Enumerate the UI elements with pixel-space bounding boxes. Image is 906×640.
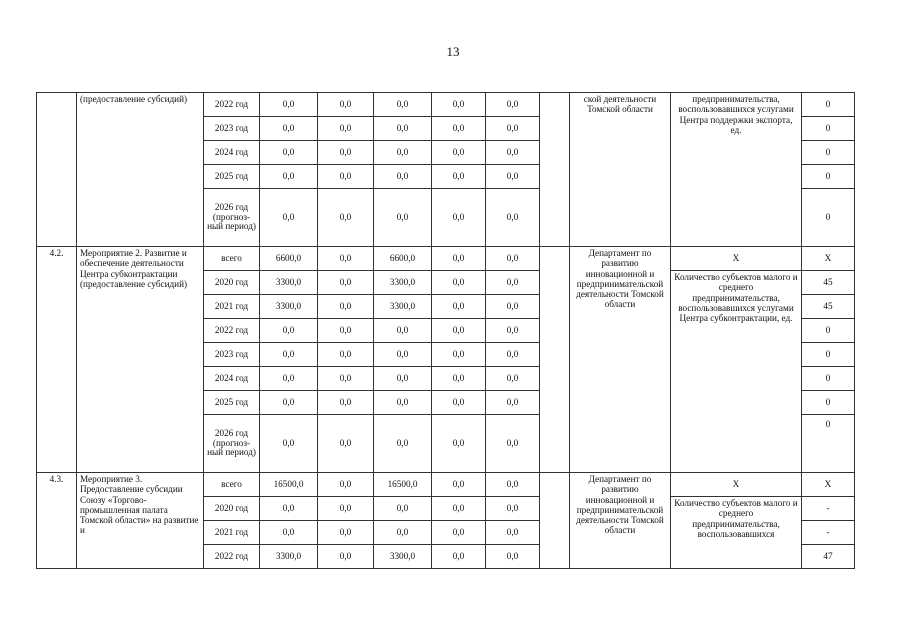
value-federal-cell: 0,0 [318, 473, 374, 497]
value-federal-cell: 0,0 [318, 343, 374, 367]
value-regional-cell: 3300,0 [374, 545, 432, 569]
indicator-value-cell: 0 [802, 343, 855, 367]
year-cell: 2021 год [204, 521, 260, 545]
value-total-cell: 0,0 [260, 117, 318, 141]
value-local-cell: 0,0 [432, 295, 486, 319]
value-other-cell: 0,0 [486, 391, 540, 415]
indicator-value-cell: 0 [802, 189, 855, 247]
indicator-name-cell: Количество субъектов малого и среднего предпринимательства, воспользовавшихся [671, 497, 802, 569]
indicator-value-cell: 0 [802, 415, 855, 473]
indicator-x-cell: Х [671, 247, 802, 271]
value-other-cell: 0,0 [486, 117, 540, 141]
value-total-cell: 0,0 [260, 521, 318, 545]
value-other-cell: 0,0 [486, 247, 540, 271]
year-cell: 2026 год (прогноз-ный период) [204, 415, 260, 473]
value-local-cell: 0,0 [432, 545, 486, 569]
value-other-cell: 0,0 [486, 271, 540, 295]
value-local-cell: 0,0 [432, 319, 486, 343]
value-local-cell: 0,0 [432, 521, 486, 545]
spacer-cell [540, 247, 570, 473]
year-cell: 2025 год [204, 391, 260, 415]
table-row [37, 93, 855, 117]
value-federal-cell: 0,0 [318, 165, 374, 189]
table-row [37, 247, 855, 271]
value-total-cell: 16500,0 [260, 473, 318, 497]
year-cell: 2021 год [204, 295, 260, 319]
value-total-cell: 0,0 [260, 141, 318, 165]
value-total-cell: 3300,0 [260, 271, 318, 295]
value-regional-cell: 0,0 [374, 141, 432, 165]
value-other-cell: 0,0 [486, 319, 540, 343]
event-name-cell: (предоставление субсидий) [77, 93, 204, 247]
value-local-cell: 0,0 [432, 141, 486, 165]
indicator-value-cell: 0 [802, 367, 855, 391]
row-index-cell: 4.2. [37, 247, 77, 473]
value-regional-cell: 0,0 [374, 367, 432, 391]
value-regional-cell: 0,0 [374, 497, 432, 521]
spacer-cell [540, 93, 570, 247]
indicator-value-cell: 0 [802, 141, 855, 165]
value-other-cell: 0,0 [486, 521, 540, 545]
value-local-cell: 0,0 [432, 343, 486, 367]
value-regional-cell: 3300,0 [374, 271, 432, 295]
indicator-value-cell: 0 [802, 319, 855, 343]
indicator-value-cell: 47 [802, 545, 855, 569]
value-local-cell: 0,0 [432, 367, 486, 391]
indicator-value-cell: - [802, 521, 855, 545]
indicator-value-cell: 0 [802, 391, 855, 415]
indicator-value-cell: Х [802, 473, 855, 497]
value-total-cell: 3300,0 [260, 545, 318, 569]
program-table [36, 92, 855, 569]
value-federal-cell: 0,0 [318, 93, 374, 117]
value-federal-cell: 0,0 [318, 295, 374, 319]
value-regional-cell: 0,0 [374, 189, 432, 247]
value-other-cell: 0,0 [486, 141, 540, 165]
value-federal-cell: 0,0 [318, 141, 374, 165]
value-local-cell: 0,0 [432, 117, 486, 141]
executor-cell: Департамент по развитию инновационной и предпринимательской деятельности Томской области [570, 247, 671, 473]
indicator-name-cell: предпринимательства, воспользовавшихся услугами Центра поддержки экспорта, ед. [671, 93, 802, 247]
value-total-cell: 0,0 [260, 415, 318, 473]
value-total-cell: 0,0 [260, 497, 318, 521]
indicator-value-cell: 0 [802, 93, 855, 117]
value-local-cell: 0,0 [432, 415, 486, 473]
value-federal-cell: 0,0 [318, 391, 374, 415]
value-other-cell: 0,0 [486, 367, 540, 391]
value-federal-cell: 0,0 [318, 367, 374, 391]
event-name-cell: Мероприятие 2. Развитие и обеспечение деятельности Центра субконтрактации (предоставление субсидий) [77, 247, 204, 473]
value-other-cell: 0,0 [486, 545, 540, 569]
value-regional-cell: 0,0 [374, 319, 432, 343]
indicator-x-cell: Х [671, 473, 802, 497]
value-regional-cell: 16500,0 [374, 473, 432, 497]
value-total-cell: 0,0 [260, 165, 318, 189]
value-other-cell: 0,0 [486, 343, 540, 367]
page-number: 13 [446, 44, 460, 59]
value-federal-cell: 0,0 [318, 247, 374, 271]
value-total-cell: 0,0 [260, 391, 318, 415]
value-regional-cell: 0,0 [374, 117, 432, 141]
value-federal-cell: 0,0 [318, 497, 374, 521]
value-federal-cell: 0,0 [318, 319, 374, 343]
executor-cell: Департамент по развитию инновационной и предпринимательской деятельности Томской области [570, 473, 671, 569]
indicator-value-cell: 45 [802, 295, 855, 319]
indicator-value-cell: 0 [802, 117, 855, 141]
value-total-cell: 0,0 [260, 343, 318, 367]
value-total-cell: 6600,0 [260, 247, 318, 271]
year-cell: 2026 год (прогноз-ный период) [204, 189, 260, 247]
value-regional-cell: 0,0 [374, 93, 432, 117]
spacer-cell [540, 473, 570, 569]
row-index-cell: 4.3. [37, 473, 77, 569]
value-regional-cell: 0,0 [374, 391, 432, 415]
value-total-cell: 3300,0 [260, 295, 318, 319]
value-regional-cell: 0,0 [374, 165, 432, 189]
value-regional-cell: 0,0 [374, 521, 432, 545]
row-index-cell [37, 93, 77, 247]
table-row [37, 473, 855, 497]
value-local-cell: 0,0 [432, 497, 486, 521]
indicator-value-cell: 45 [802, 271, 855, 295]
value-other-cell: 0,0 [486, 415, 540, 473]
value-regional-cell: 3300,0 [374, 295, 432, 319]
value-federal-cell: 0,0 [318, 521, 374, 545]
year-cell: 2020 год [204, 497, 260, 521]
value-total-cell: 0,0 [260, 367, 318, 391]
value-total-cell: 0,0 [260, 319, 318, 343]
value-local-cell: 0,0 [432, 473, 486, 497]
value-regional-cell: 0,0 [374, 415, 432, 473]
executor-cell: ской деятельности Томской области [570, 93, 671, 247]
year-cell: 2023 год [204, 343, 260, 367]
value-local-cell: 0,0 [432, 165, 486, 189]
year-cell: 2024 год [204, 367, 260, 391]
value-local-cell: 0,0 [432, 189, 486, 247]
year-cell: 2020 год [204, 271, 260, 295]
value-federal-cell: 0,0 [318, 189, 374, 247]
year-cell: 2024 год [204, 141, 260, 165]
value-other-cell: 0,0 [486, 93, 540, 117]
value-federal-cell: 0,0 [318, 117, 374, 141]
indicator-value-cell: 0 [802, 165, 855, 189]
indicator-value-cell: - [802, 497, 855, 521]
value-local-cell: 0,0 [432, 391, 486, 415]
year-cell: 2022 год [204, 319, 260, 343]
value-local-cell: 0,0 [432, 271, 486, 295]
value-federal-cell: 0,0 [318, 415, 374, 473]
value-local-cell: 0,0 [432, 93, 486, 117]
value-federal-cell: 0,0 [318, 271, 374, 295]
value-regional-cell: 0,0 [374, 343, 432, 367]
year-cell: 2022 год [204, 93, 260, 117]
value-total-cell: 0,0 [260, 93, 318, 117]
value-total-cell: 0,0 [260, 189, 318, 247]
year-cell: 2023 год [204, 117, 260, 141]
value-other-cell: 0,0 [486, 295, 540, 319]
year-cell: всего [204, 247, 260, 271]
value-local-cell: 0,0 [432, 247, 486, 271]
year-cell: 2022 год [204, 545, 260, 569]
value-other-cell: 0,0 [486, 473, 540, 497]
year-cell: 2025 год [204, 165, 260, 189]
event-name-cell: Мероприятие 3. Предоставление субсидии Союзу «Торгово-промышленная палата Томской области» на развитие и [77, 473, 204, 569]
value-federal-cell: 0,0 [318, 545, 374, 569]
value-other-cell: 0,0 [486, 189, 540, 247]
indicator-value-cell: Х [802, 247, 855, 271]
indicator-name-cell: Количество субъектов малого и среднего предпринимательства, воспользовавшихся услугами Центра субконтрактации, ед. [671, 271, 802, 473]
year-cell: всего [204, 473, 260, 497]
value-other-cell: 0,0 [486, 165, 540, 189]
value-regional-cell: 6600,0 [374, 247, 432, 271]
value-other-cell: 0,0 [486, 497, 540, 521]
